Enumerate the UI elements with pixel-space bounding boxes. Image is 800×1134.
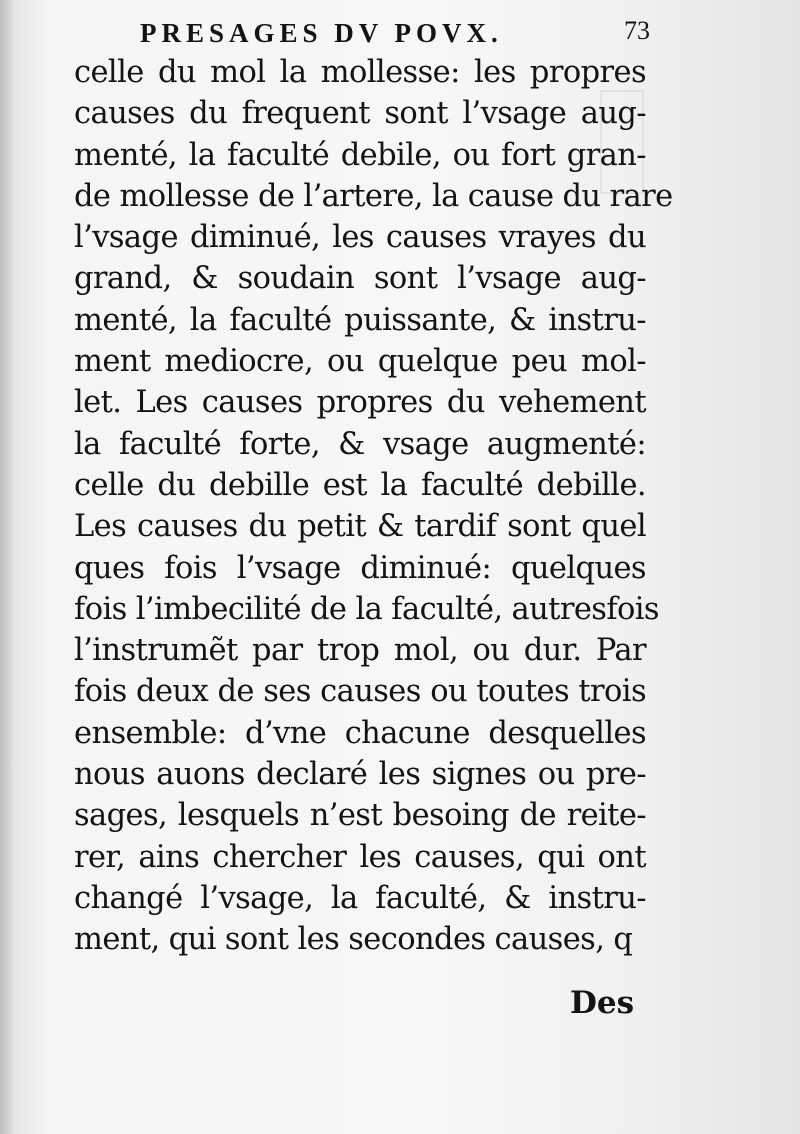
text-line: ment, qui sont les secondes causes, q <box>74 922 633 958</box>
text-line: celle du debille est la faculté debille. <box>74 467 646 503</box>
text-line: rer, ains chercher les causes, qui ont <box>74 839 646 875</box>
text-line: de mollesse de l’artere, la cause du rare <box>74 178 673 214</box>
catchword: Des <box>570 985 635 1021</box>
text-line: grand, & soudain sont l’vsage aug- <box>74 261 646 297</box>
body-text <box>74 52 673 961</box>
running-head <box>130 12 650 52</box>
text-line: l’instrumẽt par trop mol, ou dur. Par <box>74 633 646 669</box>
text-line: changé l’vsage, la faculté, & instru- <box>74 880 646 916</box>
running-title: PRESAGES DV POVX. <box>140 18 503 48</box>
text-line: nous auons declaré les signes ou pre- <box>74 757 646 793</box>
text-line: fois l’imbecilité de la faculté, autresfois <box>74 591 659 627</box>
text-line: celle du mol la mollesse: les propres <box>74 55 646 90</box>
text-line: menté, la faculté debile, ou fort gran- <box>74 137 646 173</box>
text-line: let. Les causes propres du vehement <box>74 385 646 421</box>
text-line: causes du frequent sont l’vsage aug- <box>74 96 646 132</box>
gutter-shadow <box>0 0 14 1134</box>
text-line: ensemble: d’vne chacune desquelles <box>74 715 646 751</box>
text-line: ques fois l’vsage diminué: quelques <box>74 550 646 586</box>
text-line: Les causes du petit & tardif sont quel <box>74 509 646 545</box>
text-line: fois deux de ses causes ou toutes trois <box>74 674 646 710</box>
page-number: 73 <box>624 16 650 45</box>
text-line: l’vsage diminué, les causes vrayes du <box>74 220 646 256</box>
text-line: menté, la faculté puissante, & instru- <box>74 302 646 338</box>
text-line: ment mediocre, ou quelque peu mol- <box>74 344 646 380</box>
text-line: sages, lesquels n’est besoing de reite- <box>74 798 646 834</box>
text-line: la faculté forte, & vsage augmenté: <box>74 426 646 462</box>
